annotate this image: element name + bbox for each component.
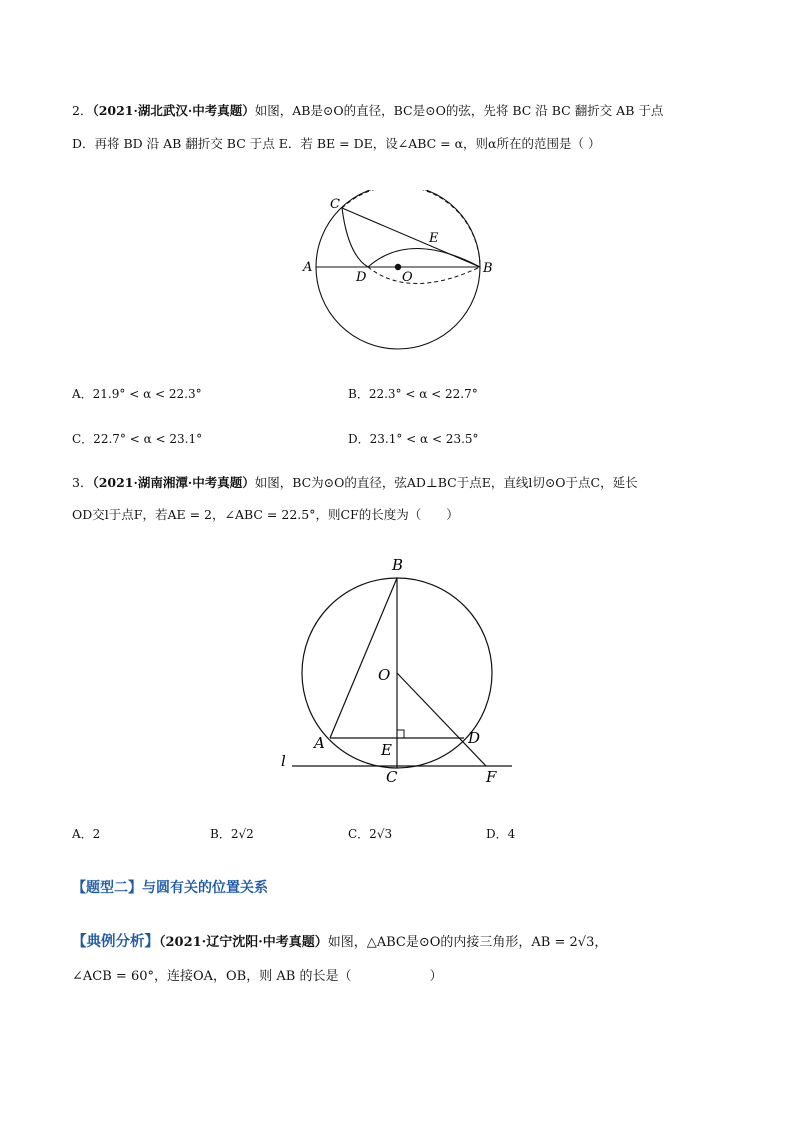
- q2-label-O: O: [402, 270, 413, 285]
- example-line2: [72, 965, 442, 984]
- q3-line2: [72, 507, 459, 523]
- q3-label-C: C: [386, 768, 398, 786]
- q3-label-B: B: [392, 556, 404, 574]
- q3-label-O: O: [378, 666, 391, 684]
- q3-option-b[interactable]: B．2√2: [210, 827, 254, 841]
- q2-line1: [72, 103, 663, 119]
- q2-label-E: E: [429, 231, 439, 246]
- q2-label-D: D: [356, 270, 367, 285]
- q3-label-l: l: [281, 752, 286, 770]
- q3-line1: [72, 475, 638, 491]
- q3-option-c[interactable]: C．2√3: [348, 827, 393, 841]
- q3-text-2: OD交l于点F，若AE = 2，∠ABC = 22.5°，则CF的长度为（ ）: [72, 507, 459, 522]
- q2-label-A: A: [303, 260, 313, 275]
- q3-label-D: D: [468, 729, 481, 747]
- q2-figure: [290, 190, 510, 360]
- q3-source: （2021·湖南湘潭·中考真题）: [92, 475, 255, 490]
- q3-option-a[interactable]: A．2: [72, 827, 101, 841]
- q2-label-B: B: [483, 261, 493, 276]
- section-heading: 【题型二】与圆有关的位置关系: [72, 880, 268, 896]
- q2-number: 2．: [72, 103, 93, 118]
- example-text-1: 如图，△ABC是⊙O的内接三角形，AB = 2√3，: [327, 935, 608, 950]
- q3-label-F: F: [486, 768, 497, 786]
- q2-option-a[interactable]: A．21.9° < α < 22.3°: [72, 387, 202, 401]
- example-text-2: ∠ACB = 60°，连接OA，OB，则 AB 的长是（ ）: [72, 969, 443, 984]
- q3-label-A: A: [314, 734, 325, 752]
- q3-label-E: E: [381, 741, 392, 759]
- q2-option-d[interactable]: D．23.1° < α < 23.5°: [348, 432, 479, 446]
- q3-text-1: 如图，BC为⊙O的直径，弦AD⊥BC于点E，直线l切⊙O于点C，延长: [254, 475, 638, 490]
- q2-source: （2021·湖北武汉·中考真题）: [92, 103, 255, 118]
- q2-option-c[interactable]: C．22.7° < α < 23.1°: [72, 432, 203, 446]
- q2-label-C: C: [330, 197, 340, 212]
- example-source: （2021·辽宁沈阳·中考真题）: [159, 935, 328, 950]
- example-line1: [72, 930, 607, 951]
- q2-option-b[interactable]: B．22.3° < α < 22.7°: [348, 387, 478, 401]
- q2-text-1: 如图，AB是⊙O的直径，BC是⊙O的弦，先将 BC 沿 BC 翻折交 AB 于点: [254, 103, 664, 118]
- q2-line2: [72, 136, 600, 152]
- q3-option-d[interactable]: D．4: [486, 827, 516, 841]
- q2-text-2: D．再将 BD 沿 AB 翻折交 BC 于点 E．若 BE = DE，设∠ABC = α，则α所在的范围是（ ）: [72, 136, 601, 151]
- q3-figure: [270, 550, 530, 790]
- q3-number: 3．: [72, 475, 93, 490]
- example-tag: 【典例分析】: [72, 934, 159, 950]
